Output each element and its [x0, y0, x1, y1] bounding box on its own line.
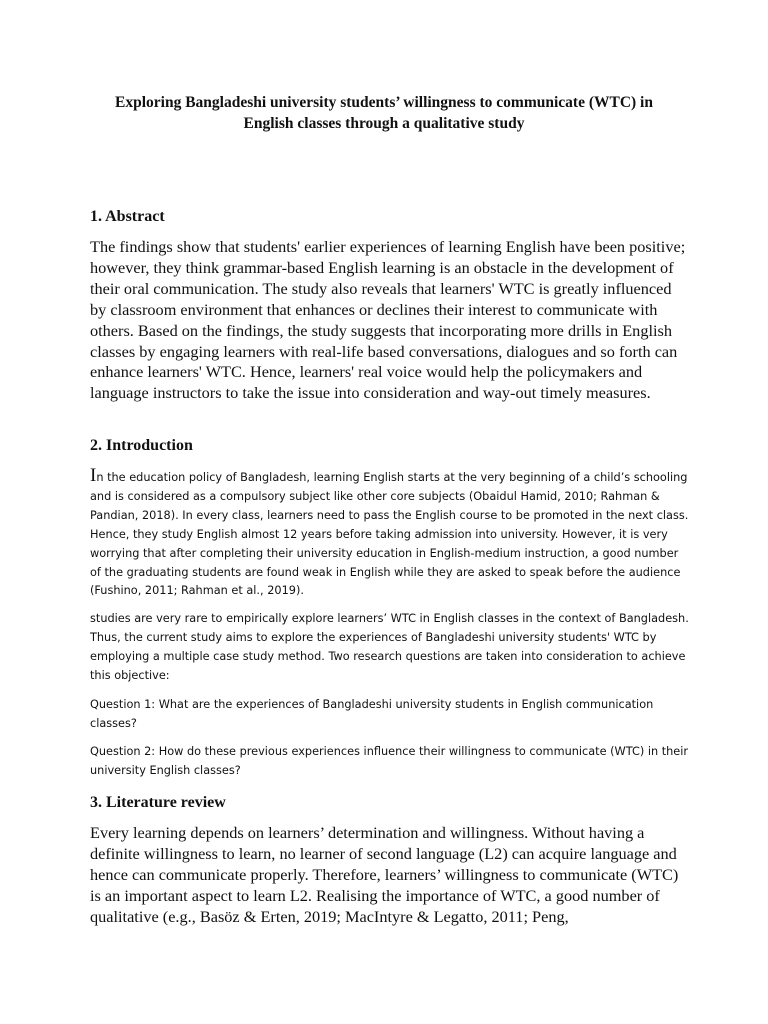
abstract-heading: 1. Abstract: [90, 208, 165, 225]
literature-review-heading: 3. Literature review: [90, 794, 226, 811]
introduction-heading: 2. Introduction: [90, 437, 193, 454]
research-question-1: Question 1: What are the experiences of Bangladeshi university students in English communication classes?: [90, 698, 654, 730]
research-question-2: Question 2: How do these previous experiences influence their willingness to communicate (WTC) in their university English classes?: [90, 745, 689, 777]
abstract-body: The findings show that students' earlier experiences of learning English have been positive; however, they think grammar-based English learning is an obstacle in the development of their oral communication. The study also reveals that learners' WTC is greatly influenced by classroom environment that enhances or declines their interest to communicate with others. Based on the findings, the study suggests that incorporating more drills in English classes by engaging learners with real-life based conversations, dialogues and so forth can enhance learners' WTC. Hence, learners' real voice would help the policymakers and language instructors to take the issue into consideration and way-out timely measures.: [90, 237, 686, 403]
drop-cap-initial: I: [90, 465, 97, 486]
introduction-paragraph-1-text: n the education policy of Bangladesh, learning English starts at the very beginning of a child’s schooling and is considered as a compulsory subject like other core subjects (Obaidul Hamid, 2010; Rahman & Pandian, 2018). In every class, learners need to pass the English course to be promoted in the next class. Hence, they study English almost 12 years before taking admission into university. However, it is very worrying that after completing their university education in English-medium instruction, a good number of the graduating students are found weak in English while they are asked to speak before the audience (Fushino, 2011; Rahman et al., 2019).: [90, 471, 689, 598]
introduction-paragraph-1: [90, 466, 690, 601]
introduction-paragraph-2: studies are very rare to empirically explore learners’ WTC in English classes in the context of Bangladesh. Thus, the current study aims to explore the experiences of Bangladeshi university students' WTC by employing a multiple case study method. Two research questions are taken into consideration to achieve this objective:: [90, 612, 689, 682]
literature-review-body: Every learning depends on learners’ determination and willingness. Without having a definite willingness to learn, no learner of second language (L2) can acquire language and hence can communicate properly. Therefore, learners’ willingness to communicate (WTC) is an important aspect to learn L2. Realising the importance of WTC, a good number of qualitative (e.g., Basöz & Erten, 2019; MacIntyre & Legatto, 2011; Peng,: [90, 823, 679, 926]
paper-title-line-2: English classes through a qualitative study: [243, 115, 525, 132]
paper-title: [60, 92, 708, 134]
paper-title-line-1: Exploring Bangladeshi university students’ willingness to communicate (WTC) in: [115, 94, 653, 111]
